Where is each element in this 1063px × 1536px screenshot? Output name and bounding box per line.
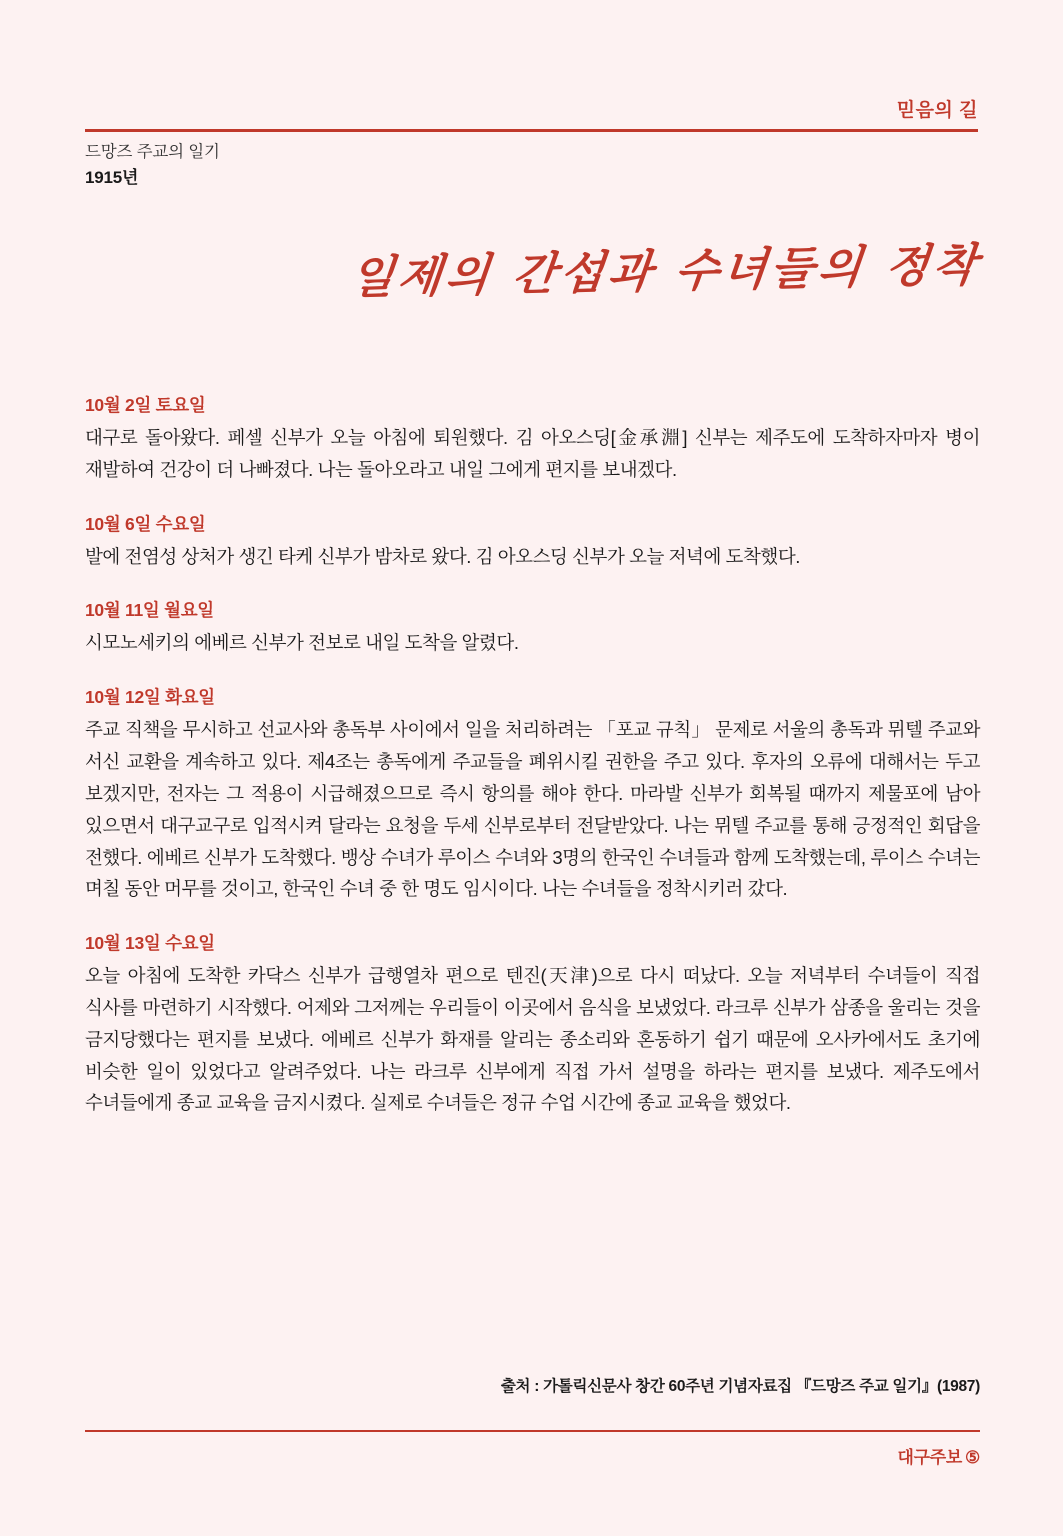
entry-date: 10월 11일 월요일 bbox=[85, 600, 214, 621]
series-title: 드망즈 주교의 일기 bbox=[85, 142, 220, 161]
entry-date: 10월 13일 수요일 bbox=[85, 933, 215, 954]
page-header bbox=[85, 100, 978, 190]
entry-text: 오늘 아침에 도착한 카닥스 신부가 급행열차 편으로 텐진(天津)으로 다시 떠났다. 오늘 저녁부터 수녀들이 직접 식사를 마련하기 시작했다. 어제와 그저께는 우리들이 이곳에서 음식을 보냈었다. 라크루 신부가 삼종을 울리는 것을 금지당했다는 편지를 보냈다. 에베르 신부가 화재를 알리는 종소리와 혼동하기 쉽기 때문에 오사카에서도 초기에 비슷한 일이 있었다고 알려주었다. 나는 라크루 신부에게 직접 가서 설명을 하라는 편지를 보냈다. 제주도에서 수녀들에게 종교 교육을 금지시켰다. 실제로 수녀들은 정규 수업 시간에 종교 교육을 했었다. bbox=[85, 965, 980, 1114]
diary-entry bbox=[85, 392, 980, 486]
entry-text: 대구로 돌아왔다. 페셀 신부가 오늘 아침에 퇴원했다. 김 아오스딩[金承淵] 신부는 제주도에 도착하자마자 병이 재발하여 건강이 더 나빠졌다. 나는 돌아오라고 내일 그에게 편지를 보내겠다. bbox=[85, 427, 980, 480]
entry-date: 10월 2일 토요일 bbox=[85, 395, 206, 415]
diary-entry bbox=[85, 511, 980, 573]
diary-entry bbox=[85, 597, 980, 659]
diary-entry bbox=[85, 930, 980, 1119]
publication-name: 대구주보 bbox=[897, 1448, 963, 1467]
entry-date: 10월 12일 화요일 bbox=[85, 687, 215, 708]
title-container bbox=[85, 228, 984, 318]
entry-date: 10월 6일 수요일 bbox=[85, 513, 206, 534]
source-citation: 출처 : 가톨릭신문사 창간 60주년 기념자료집 『드망즈 주교 일기』(1987) bbox=[500, 1378, 980, 1395]
entry-text: 시모노세키의 에베르 신부가 전보로 내일 도착을 알렸다. bbox=[85, 632, 519, 654]
page-footer bbox=[85, 1443, 980, 1468]
entry-text: 발에 전염성 상처가 생긴 타케 신부가 밤차로 왔다. 김 아오스딩 신부가 오늘 저녁에 도착했다. bbox=[85, 545, 800, 567]
header-divider bbox=[85, 129, 978, 132]
diary-entry bbox=[85, 684, 980, 905]
brand-label: 믿음의 길 bbox=[896, 100, 978, 121]
footer-divider bbox=[85, 1430, 980, 1432]
document-year: 1915년 bbox=[85, 167, 139, 187]
diary-entries bbox=[85, 392, 980, 1144]
document-meta bbox=[85, 141, 978, 190]
page-number: ⑤ bbox=[965, 1448, 980, 1467]
page-title: 일제의 간섭과 수녀들의 정착 bbox=[348, 238, 984, 305]
entry-text: 주교 직책을 무시하고 선교사와 총독부 사이에서 일을 처리하려는 「포교 규칙」 문제로 서울의 총독과 뮈텔 주교와 서신 교환을 계속하고 있다. 제4조는 총독에게 주교들을 폐위시킬 권한을 주고 있다. 후자의 오류에 대해서는 두고 보겠지만, 전자는 그 적용이 시급해졌으므로 즉시 항의를 해야 한다. 마라발 신부가 회복될 때까지 제물포에 남아 있으면서 대구교구로 입적시켜 달라는 요청을 두세 신부로부터 전달받았다. 나는 뮈텔 주교를 통해 긍정적인 회답을 전했다. 에베르 신부가 도착했다. 뱅상 수녀가 루이스 수녀와 3명의 한국인 수녀들과 함께 도착했는데, 루이스 수녀는 며칠 동안 머무를 것이고, 한국인 수녀 중 한 명도 임시이다. 나는 수녀들을 정착시키러 갔다. bbox=[85, 719, 981, 900]
